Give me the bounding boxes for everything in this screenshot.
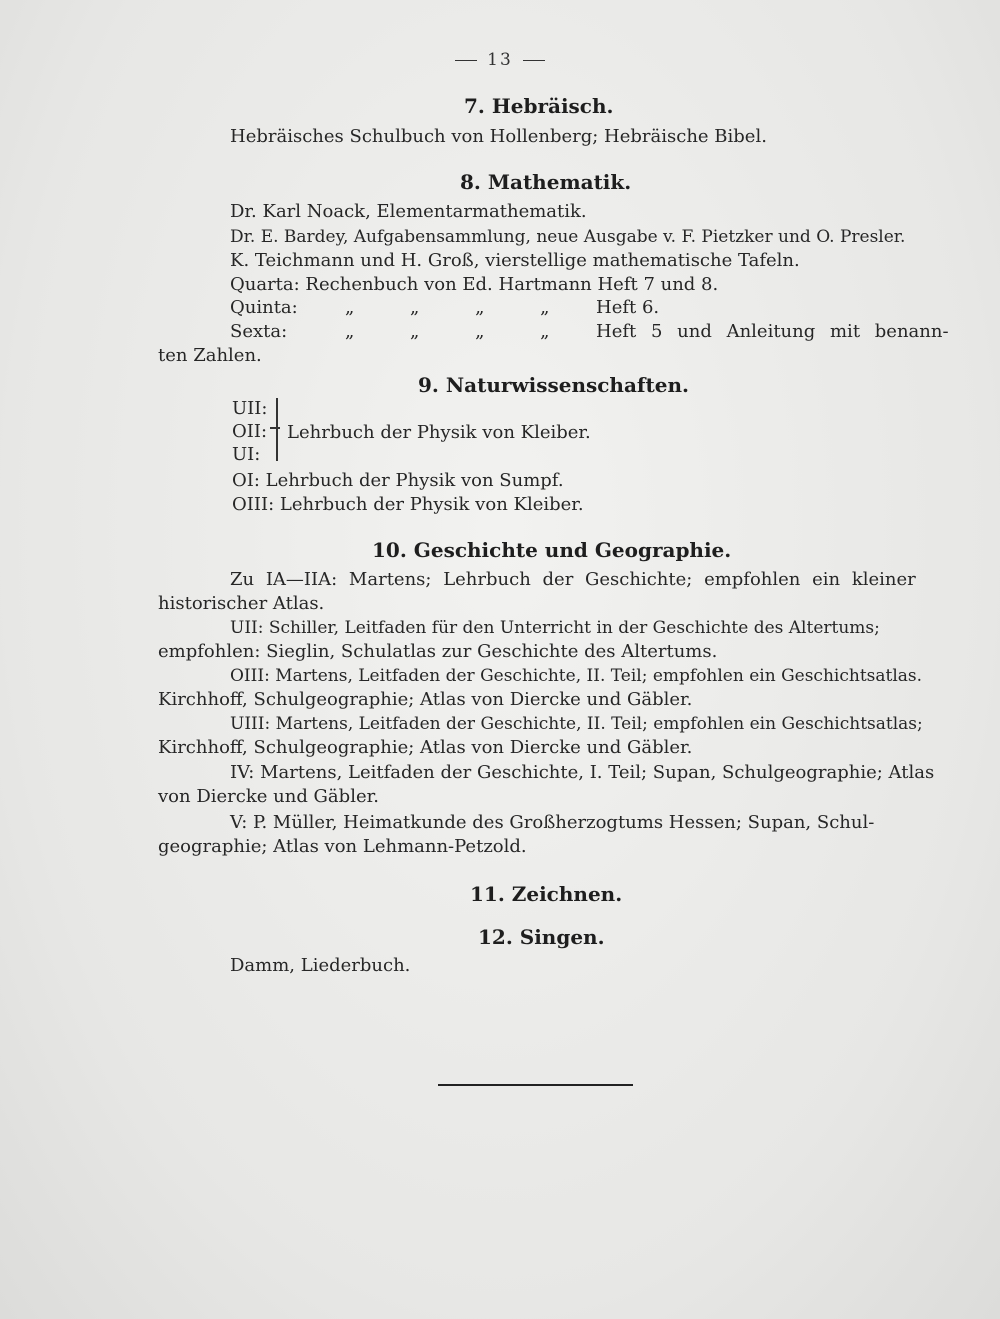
- text-line: Zu IA—IIA: Martens; Lehrbuch der Geschichte; empfohlen ein kleiner: [230, 569, 916, 590]
- text-line: Hebräisches Schulbuch von Hollenberg; Hebräische Bibel.: [230, 126, 767, 147]
- heading-hebraeisch: 7. Hebräisch.: [464, 94, 614, 118]
- text-line: IV: Martens, Leitfaden der Geschichte, I. Teil; Supan, Schulgeographie; Atlas: [230, 762, 935, 783]
- closing-rule: [438, 1084, 633, 1086]
- ditto-marks: „ „ „ „: [345, 297, 550, 318]
- text-line: V: P. Müller, Heimatkunde des Großherzogtums Hessen; Supan, Schul-: [230, 812, 875, 833]
- text-line: OIII: Lehrbuch der Physik von Kleiber.: [232, 494, 584, 515]
- heading-mathematik: 8. Mathematik.: [460, 170, 632, 194]
- text-line: UIII: Martens, Leitfaden der Geschichte, II. Teil; empfohlen ein Geschichtsatlas;: [230, 714, 923, 734]
- text-line: ten Zahlen.: [158, 345, 262, 366]
- text-line: historischer Atlas.: [158, 593, 325, 614]
- dash-right: [523, 60, 545, 61]
- text-line: OIII: Martens, Leitfaden der Geschichte, II. Teil; empfohlen ein Geschichtsatlas.: [230, 666, 923, 686]
- text-line: geographie; Atlas von Lehmann-Petzold.: [158, 836, 527, 857]
- text-line: Quinta:: [230, 297, 298, 318]
- heading-naturwissenschaften: 9. Naturwissenschaften.: [418, 373, 690, 397]
- heading-zeichnen: 11. Zeichnen.: [470, 882, 623, 906]
- class-label: UII:: [232, 398, 268, 419]
- text-line: Damm, Liederbuch.: [230, 955, 411, 976]
- text-line: Lehrbuch der Physik von Kleiber.: [287, 422, 591, 443]
- text-line: OI: Lehrbuch der Physik von Sumpf.: [232, 470, 564, 491]
- page-number-text: 13: [487, 50, 513, 70]
- text-line: empfohlen: Sieglin, Schulatlas zur Geschichte des Altertums.: [158, 641, 718, 662]
- heading-singen: 12. Singen.: [478, 925, 605, 949]
- text-line: Kirchhoff, Schulgeographie; Atlas von Diercke und Gäbler.: [158, 737, 693, 758]
- ditto-marks: „ „ „ „: [345, 321, 550, 342]
- class-label: OII:: [232, 421, 268, 442]
- text-line: Kirchhoff, Schulgeographie; Atlas von Diercke und Gäbler.: [158, 689, 693, 710]
- curly-brace-tip: [270, 427, 280, 429]
- page-number: [0, 50, 1000, 70]
- text-line: Dr. Karl Noack, Elementarmathematik.: [230, 201, 587, 222]
- text-line: K. Teichmann und H. Groß, vierstellige mathematische Tafeln.: [230, 250, 800, 271]
- text-line: Heft 5 und Anleitung mit benann-: [596, 321, 949, 342]
- dash-left: [455, 60, 477, 61]
- text-line: Quarta: Rechenbuch von Ed. Hartmann Heft 7 und 8.: [230, 274, 719, 295]
- text-line: Heft 6.: [596, 297, 660, 318]
- curly-brace: [270, 398, 278, 461]
- text-line: UII: Schiller, Leitfaden für den Unterricht in der Geschichte des Altertums;: [230, 618, 880, 638]
- text-line: von Diercke und Gäbler.: [158, 786, 379, 807]
- text-line: Dr. E. Bardey, Aufgabensammlung, neue Ausgabe v. F. Pietzker und O. Presler.: [230, 227, 906, 247]
- heading-geschichte-geographie: 10. Geschichte und Geographie.: [372, 538, 732, 562]
- text-line: Sexta:: [230, 321, 288, 342]
- class-label: UI:: [232, 444, 261, 465]
